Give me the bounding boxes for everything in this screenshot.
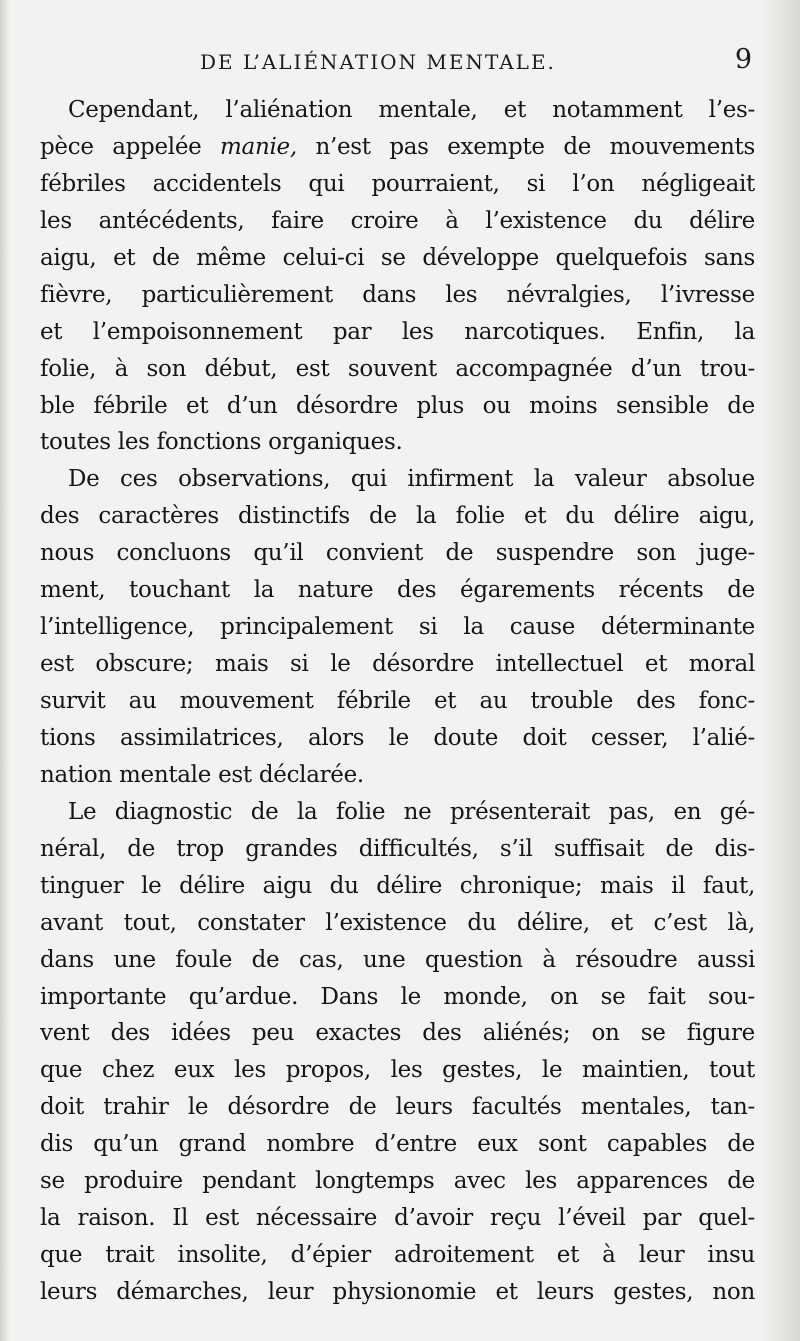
text-line: vent des idées peu exactes des aliénés; on se figure — [40, 1020, 755, 1047]
text-line: néral, de trop grandes difficultés, s’il suffisait de dis- — [40, 835, 755, 862]
page-number: 9 — [734, 44, 752, 75]
text-line: ment, touchant la nature des égarements récents de — [40, 577, 755, 604]
text-line: et l’empoisonnement par les narcotiques. Enfin, la — [40, 318, 755, 345]
page-left-edge — [0, 0, 10, 1341]
text-line: De ces observations, qui infirment la valeur absolue — [68, 466, 755, 493]
text-line: folie, à son début, est souvent accompagnée d’un trou- — [40, 355, 755, 382]
text-line: Le diagnostic de la folie ne présenterait pas, en gé- — [68, 798, 755, 825]
body-text — [40, 92, 755, 1311]
text-line: fièvre, particulièrement dans les névralgies, l’ivresse — [40, 281, 755, 308]
text-line: tinguer le délire aigu du délire chronique; mais il faut, — [40, 872, 755, 899]
text-line: que trait insolite, d’épier adroitement et à leur insu — [40, 1242, 755, 1269]
running-head — [40, 44, 760, 84]
text-line: est obscure; mais si le désordre intellectuel et moral — [40, 651, 755, 678]
text-line: toutes les fonctions organiques. — [40, 429, 403, 456]
text-line: des caractères distinctifs de la folie et du délire aigu, — [40, 503, 755, 530]
text-line: leurs démarches, leur physionomie et leurs gestes, non — [40, 1279, 755, 1305]
text-segment: pèce appelée — [40, 133, 221, 160]
text-line: survit au mouvement fébrile et au trouble des fonc- — [40, 688, 755, 714]
text-line: Cependant, l’aliénation mentale, et notamment l’es- — [68, 97, 755, 123]
text-line: nous concluons qu’il convient de suspendre son juge- — [40, 540, 755, 567]
text-line: la raison. Il est nécessaire d’avoir reçu l’éveil par quel- — [40, 1205, 755, 1232]
text-line: doit trahir le désordre de leurs facultés mentales, tan- — [40, 1094, 755, 1121]
page-right-edge — [760, 0, 800, 1341]
text-line: fébriles accidentels qui pourraient, si l’on négligeait — [40, 170, 755, 197]
text-line: importante qu’ardue. Dans le monde, on se fait sou- — [40, 983, 755, 1010]
text-line: ble fébrile et d’un désordre plus ou moins sensible de — [40, 392, 755, 419]
text-line: l’intelligence, principalement si la cause déterminante — [40, 614, 755, 641]
italic-term: manie, — [220, 133, 297, 160]
text-line: avant tout, constater l’existence du délire, et c’est là, — [40, 909, 755, 936]
text-line: nation mentale est déclarée. — [40, 761, 364, 788]
text-line: les antécédents, faire croire à l’existence du délire — [40, 207, 755, 234]
text-segment: n’est pas exempte de mouvements — [296, 133, 755, 160]
text-line: dis qu’un grand nombre d’entre eux sont capables de — [40, 1131, 755, 1158]
text-line: aigu, et de même celui-ci se développe quelquefois sans — [40, 244, 755, 271]
text-line: que chez eux les propos, les gestes, le maintien, tout — [40, 1057, 755, 1084]
running-title: DE L’ALIÉNATION MENTALE. — [200, 50, 556, 74]
text-line: tions assimilatrices, alors le doute doit cesser, l’alié- — [40, 724, 755, 751]
text-line — [40, 129, 755, 166]
text-line: dans une foule de cas, une question à résoudre aussi — [40, 946, 755, 973]
text-line: se produire pendant longtemps avec les apparences de — [40, 1168, 755, 1195]
